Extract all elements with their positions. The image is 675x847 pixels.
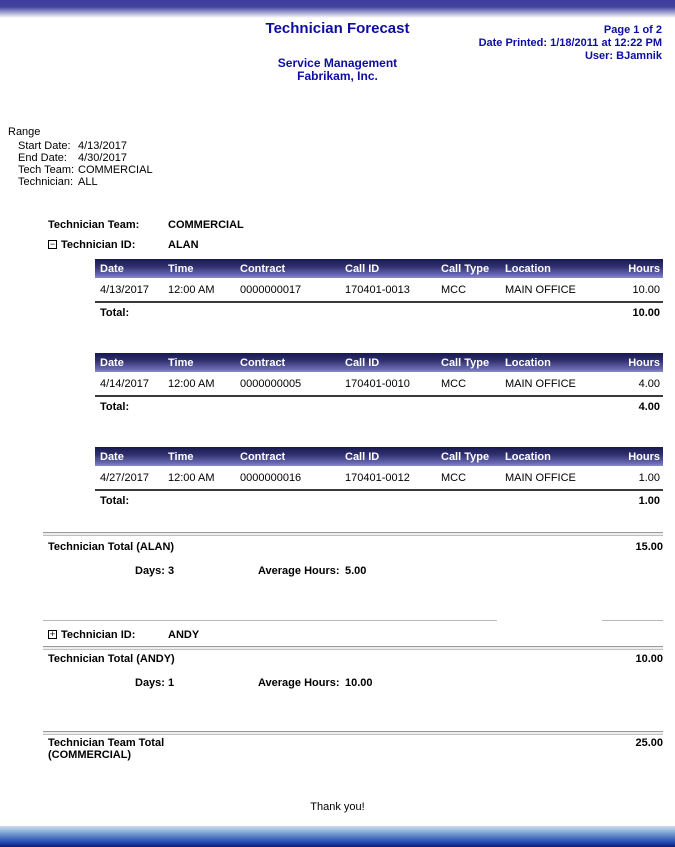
technician-total-alan-row	[48, 541, 663, 553]
section-divider	[43, 646, 663, 650]
technician-total-value: 10.00	[635, 653, 663, 665]
cell-date: 4/13/2017	[100, 283, 149, 296]
cell-hours: 4.00	[638, 377, 660, 390]
column-header-time: Time	[163, 447, 235, 466]
table-total-row	[95, 489, 663, 509]
technician-total-label: Technician Total (ANDY)	[48, 653, 175, 665]
range-field-start-date	[18, 140, 153, 152]
column-header-contract: Contract	[235, 353, 340, 372]
column-header-date: Date	[95, 259, 163, 278]
total-label: Total:	[100, 401, 130, 413]
cell-contract: 0000000005	[240, 377, 302, 390]
cell-location: MAIN OFFICE	[505, 283, 576, 296]
technician-total-value: 15.00	[635, 541, 663, 553]
expand-icon[interactable]: +	[49, 629, 56, 639]
column-header-call-type: Call Type	[436, 447, 500, 466]
average-hours-value: 5.00	[345, 565, 367, 577]
table-total-row	[95, 301, 663, 321]
days-label: Days:	[135, 565, 165, 577]
forecast-table	[95, 353, 663, 395]
table-row	[95, 372, 663, 395]
table-total-row	[95, 395, 663, 415]
column-header-call-id: Call ID	[340, 259, 436, 278]
range-field-end-date	[18, 152, 153, 164]
column-header-contract: Contract	[235, 259, 340, 278]
range-field-tech-team	[18, 164, 153, 176]
detail-table-3	[95, 447, 663, 509]
range-field-technician	[18, 176, 153, 188]
total-value: 10.00	[632, 307, 660, 319]
cell-date: 4/27/2017	[100, 471, 149, 484]
cell-call-type: MCC	[441, 471, 467, 484]
range-label: Technician:	[18, 176, 74, 188]
technician-total-andy-row	[48, 653, 663, 665]
column-header-call-id: Call ID	[340, 447, 436, 466]
company-block	[0, 57, 675, 83]
cell-call-id: 170401-0013	[345, 283, 410, 296]
group-separator-line	[43, 620, 497, 621]
total-value: 4.00	[638, 401, 660, 413]
column-header-hours: Hours	[600, 353, 663, 372]
cell-call-id: 170401-0010	[345, 377, 410, 390]
column-header-location: Location	[500, 353, 600, 372]
team-total-label-line2: (COMMERCIAL)	[48, 749, 132, 761]
column-header-hours: Hours	[600, 447, 663, 466]
cell-call-type: MCC	[441, 377, 467, 390]
top-gradient-band	[0, 0, 675, 18]
column-header-date: Date	[95, 447, 163, 466]
days-value: 3	[168, 565, 175, 577]
total-value: 1.00	[638, 495, 660, 507]
range-fields	[18, 140, 153, 188]
team-total-label-line1: Technician Team Total	[48, 737, 165, 749]
cell-hours: 1.00	[638, 471, 660, 484]
column-header-contract: Contract	[235, 447, 340, 466]
column-header-time: Time	[163, 353, 235, 372]
technician-id-value: ALAN	[168, 239, 199, 251]
days-label: Days:	[135, 677, 165, 689]
average-hours-label: Average Hours:	[258, 677, 340, 689]
column-header-call-id: Call ID	[340, 353, 436, 372]
average-hours-value: 10.00	[345, 677, 373, 689]
table-header-row	[95, 259, 663, 278]
total-label: Total:	[100, 495, 130, 507]
column-header-call-type: Call Type	[436, 353, 500, 372]
column-header-location: Location	[500, 259, 600, 278]
cell-time: 12:00 AM	[168, 283, 215, 296]
average-hours-label: Average Hours:	[258, 565, 340, 577]
technician-id-label: Technician ID:	[61, 629, 136, 641]
total-label: Total:	[100, 307, 130, 319]
section-divider	[43, 731, 663, 735]
forecast-table	[95, 447, 663, 489]
date-printed: Date Printed: 1/18/2011 at 12:22 PM	[478, 37, 662, 49]
cell-time: 12:00 AM	[168, 471, 215, 484]
technician-id-label: Technician ID:	[61, 239, 136, 251]
column-header-hours: Hours	[600, 259, 663, 278]
page-number: Page 1 of 2	[603, 24, 662, 36]
technician-total-label: Technician Total (ALAN)	[48, 541, 175, 553]
technician-team-label: Technician Team:	[48, 219, 140, 231]
team-total-value: 25.00	[635, 737, 663, 749]
service-line: Service Management	[277, 56, 398, 70]
cell-call-id: 170401-0012	[345, 471, 410, 484]
range-value: 4/13/2017	[78, 140, 127, 152]
range-label: Tech Team:	[18, 164, 75, 176]
cell-contract: 0000000016	[240, 471, 302, 484]
column-header-date: Date	[95, 353, 163, 372]
range-label: End Date:	[18, 152, 67, 164]
collapse-icon[interactable]: −	[49, 239, 56, 249]
cell-contract: 0000000017	[240, 283, 302, 296]
technician-team-value: COMMERCIAL	[168, 219, 244, 231]
column-header-location: Location	[500, 447, 600, 466]
column-header-call-type: Call Type	[436, 259, 500, 278]
team-total-row	[48, 737, 663, 761]
footer-gradient-band	[0, 826, 675, 847]
cell-date: 4/14/2017	[100, 377, 149, 390]
cell-location: MAIN OFFICE	[505, 471, 576, 484]
range-label: Start Date:	[18, 140, 71, 152]
company-name: Fabrikam, Inc.	[297, 69, 378, 83]
cell-call-type: MCC	[441, 283, 467, 296]
range-value: 4/30/2017	[78, 152, 127, 164]
range-value: COMMERCIAL	[78, 164, 153, 176]
report-title: Technician Forecast	[265, 20, 410, 37]
table-row	[95, 466, 663, 489]
cell-location: MAIN OFFICE	[505, 377, 576, 390]
column-header-time: Time	[163, 259, 235, 278]
cell-hours: 10.00	[632, 283, 660, 296]
thank-you-message: Thank you!	[310, 801, 365, 813]
forecast-table	[95, 259, 663, 301]
team-total-label	[48, 737, 164, 761]
table-header-row	[95, 447, 663, 466]
cell-time: 12:00 AM	[168, 377, 215, 390]
range-value: ALL	[78, 176, 98, 188]
detail-table-1	[95, 259, 663, 321]
group-separator-line	[602, 620, 663, 621]
table-header-row	[95, 353, 663, 372]
table-row	[95, 278, 663, 301]
technician-id-value: ANDY	[168, 629, 200, 641]
section-divider	[43, 532, 663, 536]
printed-user: User: BJamnik	[584, 50, 662, 62]
days-value: 1	[168, 677, 175, 689]
detail-table-2	[95, 353, 663, 415]
range-heading: Range	[8, 126, 41, 138]
